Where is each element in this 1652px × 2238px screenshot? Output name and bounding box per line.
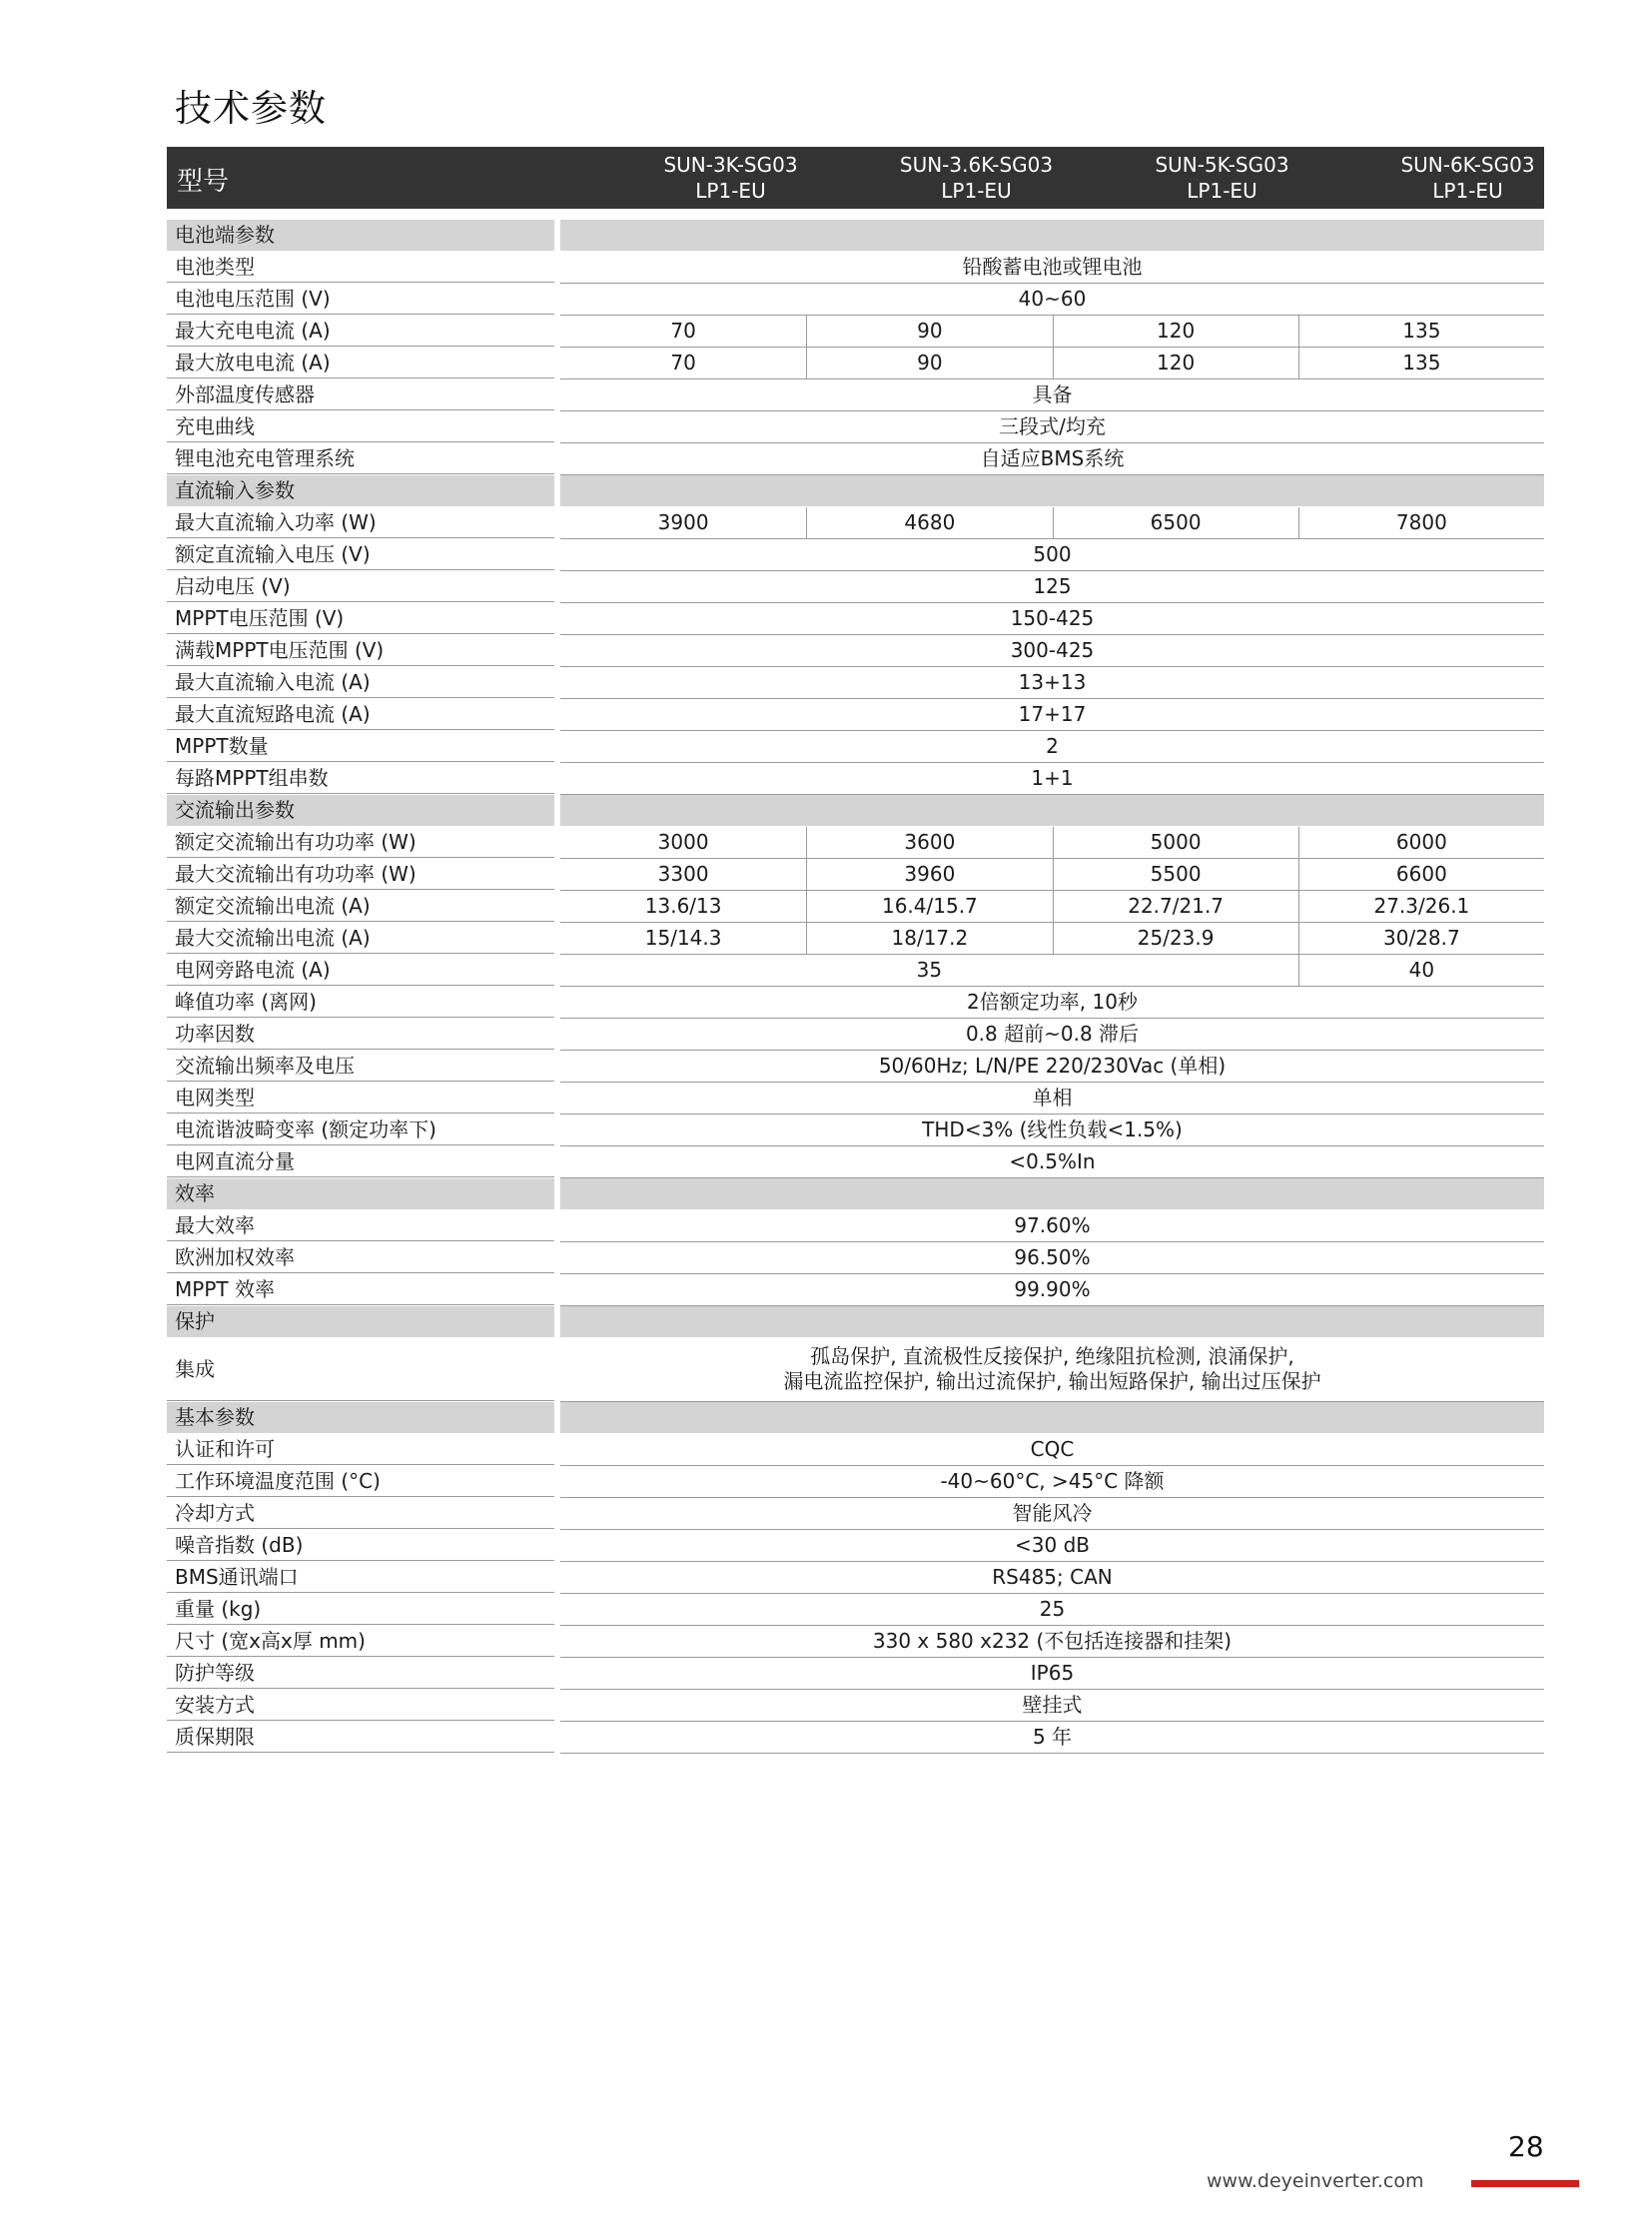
value-cell: 70 — [670, 351, 696, 374]
value-cell: 17+17 — [1018, 702, 1087, 726]
row-values — [560, 443, 1544, 475]
table-row — [167, 1146, 1544, 1178]
value-cell: 6500 — [1053, 507, 1298, 538]
section-title: 保护 — [167, 1306, 554, 1337]
row-values — [560, 1306, 1544, 1337]
row-values — [560, 859, 1544, 891]
value-cell: 125 — [1033, 574, 1072, 598]
row-values — [560, 507, 1544, 539]
row-values — [560, 1530, 1544, 1562]
value-cell: THD<3% (线性负载<1.5%) — [922, 1118, 1183, 1141]
row-label: BMS通讯端口 — [167, 1562, 554, 1593]
table-row — [167, 1562, 1544, 1594]
value-cell: 铅酸蓄电池或锂电池 — [962, 255, 1143, 279]
row-values — [560, 635, 1544, 667]
value-cell: 90 — [806, 348, 1052, 378]
section-title: 电池端参数 — [167, 220, 554, 251]
table-row — [167, 603, 1544, 635]
table-row — [167, 859, 1544, 891]
section-row — [167, 795, 1544, 827]
model-name: SUN-6K-SG03 LP1-EU — [1400, 153, 1535, 203]
row-label: 最大直流输入功率 (W) — [167, 507, 554, 538]
row-values — [560, 1658, 1544, 1690]
value-cell: 90 — [806, 316, 1052, 347]
row-values — [560, 1019, 1544, 1051]
section-row — [167, 1402, 1544, 1434]
row-values — [560, 1402, 1544, 1433]
spec-rows — [167, 220, 1544, 1754]
row-values — [560, 1434, 1544, 1466]
row-label: 安装方式 — [167, 1690, 554, 1721]
page-title: 技术参数 — [175, 87, 327, 130]
section-row — [167, 220, 1544, 252]
value-cell: CQC — [1030, 1437, 1075, 1461]
value-cell: 0.8 超前~0.8 滞后 — [965, 1022, 1140, 1046]
value-cell: 2倍额定功率, 10秒 — [967, 990, 1138, 1014]
page-number: 28 — [1508, 2130, 1544, 2163]
value-cell: <0.5%In — [1009, 1149, 1096, 1173]
table-row — [167, 1690, 1544, 1722]
row-values — [560, 955, 1544, 987]
value-cell: 50/60Hz; L/N/PE 220/230Vac (单相) — [878, 1054, 1227, 1078]
table-row — [167, 348, 1544, 379]
row-label: 最大交流输出有功功率 (W) — [167, 859, 554, 890]
row-label: 最大直流短路电流 (A) — [167, 699, 554, 730]
value-cell: 1+1 — [1031, 766, 1074, 790]
value-cell: 300-425 — [1010, 638, 1095, 662]
row-values — [560, 1466, 1544, 1498]
table-row — [167, 571, 1544, 603]
row-values — [560, 731, 1544, 763]
row-label: 工作环境温度范围 (°C) — [167, 1466, 554, 1497]
value-cell: 13.6/13 — [644, 894, 722, 918]
row-values — [560, 699, 1544, 731]
table-row — [167, 987, 1544, 1019]
value-cell: 7800 — [1298, 507, 1544, 538]
row-label: MPPT数量 — [167, 731, 554, 762]
row-values — [560, 316, 1544, 348]
row-values — [560, 891, 1544, 923]
row-values — [560, 1242, 1544, 1274]
value-cell: 3900 — [657, 510, 709, 534]
value-cell: 25 — [1039, 1597, 1066, 1621]
table-row — [167, 1019, 1544, 1051]
row-label: 欧洲加权效率 — [167, 1242, 554, 1273]
value-cell: 5500 — [1053, 859, 1298, 890]
row-label: 噪音指数 (dB) — [167, 1530, 554, 1561]
value-cell: 具备 — [1032, 382, 1073, 406]
row-label: 充电曲线 — [167, 411, 554, 442]
value-cell: 2 — [1046, 734, 1059, 758]
table-row — [167, 1434, 1544, 1466]
table-row — [167, 1594, 1544, 1626]
value-cell: 3300 — [657, 862, 709, 886]
value-cell: 330 x 580 x232 (不包括连接器和挂架) — [872, 1629, 1233, 1653]
row-label: 集成 — [167, 1338, 554, 1401]
section-title: 直流输入参数 — [167, 475, 554, 506]
row-label: 最大放电电流 (A) — [167, 348, 554, 378]
table-row — [167, 316, 1544, 348]
row-values — [560, 411, 1544, 443]
footer-accent-bar — [1471, 2180, 1579, 2187]
row-values — [560, 539, 1544, 571]
row-label: 额定交流输出有功功率 (W) — [167, 827, 554, 858]
row-label: MPPT电压范围 (V) — [167, 603, 554, 634]
value-cell: 70 — [670, 319, 696, 343]
value-cell: 5 年 — [1032, 1725, 1073, 1749]
value-cell: 单相 — [1032, 1086, 1073, 1110]
table-row — [167, 891, 1544, 923]
row-label: 锂电池充电管理系统 — [167, 443, 554, 474]
row-values — [560, 795, 1544, 826]
row-label: 电池电压范围 (V) — [167, 284, 554, 315]
row-values — [560, 220, 1544, 251]
row-values — [560, 827, 1544, 859]
table-row — [167, 1274, 1544, 1306]
model-name: SUN-3K-SG03 LP1-EU — [663, 153, 798, 203]
value-cell: <30 dB — [1015, 1533, 1090, 1557]
value-cell: RS485; CAN — [992, 1565, 1113, 1589]
table-row — [167, 1115, 1544, 1146]
row-label: 质保期限 — [167, 1722, 554, 1753]
row-label: 额定直流输入电压 (V) — [167, 539, 554, 570]
row-label: 满载MPPT电压范围 (V) — [167, 635, 554, 666]
table-row — [167, 1626, 1544, 1658]
model-name: SUN-5K-SG03 LP1-EU — [1155, 153, 1289, 203]
value-cell: 18/17.2 — [806, 923, 1052, 954]
model-header-label: 型号 — [177, 167, 230, 197]
row-values — [560, 379, 1544, 411]
value-cell: 15/14.3 — [644, 926, 722, 950]
value-cell: 3600 — [806, 827, 1052, 858]
table-row — [167, 699, 1544, 731]
row-label: 额定交流输出电流 (A) — [167, 891, 554, 922]
row-label: 最大充电电流 (A) — [167, 316, 554, 347]
value-cell: 120 — [1053, 316, 1298, 347]
row-values — [560, 603, 1544, 635]
row-values — [560, 1083, 1544, 1115]
row-label: 冷却方式 — [167, 1498, 554, 1529]
table-row — [167, 252, 1544, 284]
row-label: 认证和许可 — [167, 1434, 554, 1465]
row-values — [560, 252, 1544, 284]
row-label: 最大直流输入电流 (A) — [167, 667, 554, 698]
row-label: 电池类型 — [167, 252, 554, 283]
value-cell: 500 — [1033, 542, 1072, 566]
row-values — [560, 1562, 1544, 1594]
row-label: 电网旁路电流 (A) — [167, 955, 554, 986]
table-row — [167, 1242, 1544, 1274]
row-label: 重量 (kg) — [167, 1594, 554, 1625]
row-values — [560, 1146, 1544, 1178]
row-values — [560, 1115, 1544, 1146]
row-values — [560, 475, 1544, 506]
row-values — [560, 1051, 1544, 1083]
value-cell: 27.3/26.1 — [1298, 891, 1544, 922]
row-label: 最大交流输出电流 (A) — [167, 923, 554, 954]
table-row — [167, 1722, 1544, 1754]
value-cell: 25/23.9 — [1053, 923, 1298, 954]
row-label: 交流输出频率及电压 — [167, 1051, 554, 1082]
row-label: 外部温度传感器 — [167, 379, 554, 410]
value-cell: 97.60% — [1014, 1213, 1091, 1237]
row-values — [560, 1210, 1544, 1242]
section-row — [167, 475, 1544, 507]
row-label: 每路MPPT组串数 — [167, 763, 554, 794]
row-values — [560, 667, 1544, 699]
row-label: 电网类型 — [167, 1083, 554, 1114]
row-label: 功率因数 — [167, 1019, 554, 1050]
table-row — [167, 955, 1544, 987]
value-cell: 三段式/均充 — [999, 414, 1106, 438]
row-values — [560, 1498, 1544, 1530]
value-cell: 40~60 — [1018, 287, 1087, 311]
table-row — [167, 1466, 1544, 1498]
value-cell: 96.50% — [1014, 1245, 1091, 1269]
row-label: 防护等级 — [167, 1658, 554, 1689]
row-values — [560, 1690, 1544, 1722]
value-cell: 150-425 — [1010, 606, 1095, 630]
table-row — [167, 443, 1544, 475]
table-row — [167, 539, 1544, 571]
value-cell: 40 — [1298, 955, 1544, 986]
row-label: 最大效率 — [167, 1210, 554, 1241]
row-values — [560, 1594, 1544, 1626]
table-row — [167, 411, 1544, 443]
value-cell: 孤岛保护, 直流极性反接保护, 绝缘阻抗检测, 浪涌保护, 漏电流监控保护, 输出过流保护, 输出短路保护, 输出过压保护 — [783, 1344, 1321, 1393]
value-cell: IP65 — [1030, 1661, 1075, 1685]
table-row — [167, 1210, 1544, 1242]
value-cell: 自适应BMS系统 — [980, 446, 1125, 470]
table-row — [167, 635, 1544, 667]
row-values — [560, 284, 1544, 316]
row-label: 峰值功率 (离网) — [167, 987, 554, 1018]
value-cell: 22.7/21.7 — [1053, 891, 1298, 922]
row-label: 电网直流分量 — [167, 1146, 554, 1177]
table-row — [167, 1083, 1544, 1115]
value-cell: 6600 — [1298, 859, 1544, 890]
row-values — [560, 1626, 1544, 1658]
table-row — [167, 827, 1544, 859]
value-cell: 6000 — [1298, 827, 1544, 858]
value-cell: 智能风冷 — [1012, 1501, 1093, 1525]
row-label: 电流谐波畸变率 (额定功率下) — [167, 1115, 554, 1145]
row-values — [560, 571, 1544, 603]
table-row — [167, 1051, 1544, 1083]
row-values — [560, 1338, 1544, 1402]
value-cell: 5000 — [1053, 827, 1298, 858]
table-row — [167, 731, 1544, 763]
row-values — [560, 763, 1544, 795]
footer-url: www.deyeinverter.com — [1207, 2170, 1424, 2192]
value-cell: 30/28.7 — [1298, 923, 1544, 954]
model-name: SUN-3.6K-SG03 LP1-EU — [899, 153, 1054, 203]
table-row — [167, 667, 1544, 699]
section-title: 效率 — [167, 1178, 554, 1209]
row-values — [560, 1178, 1544, 1209]
value-cell: 16.4/15.7 — [806, 891, 1052, 922]
section-row — [167, 1178, 1544, 1210]
section-title: 基本参数 — [167, 1402, 554, 1433]
table-row — [167, 507, 1544, 539]
value-cell: 3960 — [806, 859, 1052, 890]
table-row — [167, 379, 1544, 411]
spec-table — [167, 147, 1544, 1754]
value-cell: 99.90% — [1014, 1277, 1091, 1301]
row-label: MPPT 效率 — [167, 1274, 554, 1305]
value-cell: 3000 — [657, 830, 709, 854]
row-label: 启动电压 (V) — [167, 571, 554, 602]
table-row — [167, 1658, 1544, 1690]
table-row — [167, 1498, 1544, 1530]
row-label: 尺寸 (宽x高x厚 mm) — [167, 1626, 554, 1657]
value-cell: 135 — [1298, 348, 1544, 378]
table-row — [167, 1338, 1544, 1402]
row-values — [560, 923, 1544, 955]
table-row — [167, 1530, 1544, 1562]
table-row — [167, 284, 1544, 316]
table-header — [167, 147, 1544, 209]
section-row — [167, 1306, 1544, 1338]
table-row — [167, 763, 1544, 795]
value-cell: 120 — [1053, 348, 1298, 378]
table-row — [167, 923, 1544, 955]
row-values — [560, 1274, 1544, 1306]
value-cell: 壁挂式 — [1022, 1693, 1083, 1717]
value-cell: 4680 — [806, 507, 1052, 538]
section-title: 交流输出参数 — [167, 795, 554, 826]
value-cell: 135 — [1298, 316, 1544, 347]
value-cell: 35 — [916, 958, 943, 982]
row-values — [560, 987, 1544, 1019]
row-values — [560, 1722, 1544, 1754]
value-cell: -40~60°C, >45°C 降额 — [940, 1469, 1165, 1493]
row-values — [560, 348, 1544, 379]
value-cell: 13+13 — [1018, 670, 1087, 694]
